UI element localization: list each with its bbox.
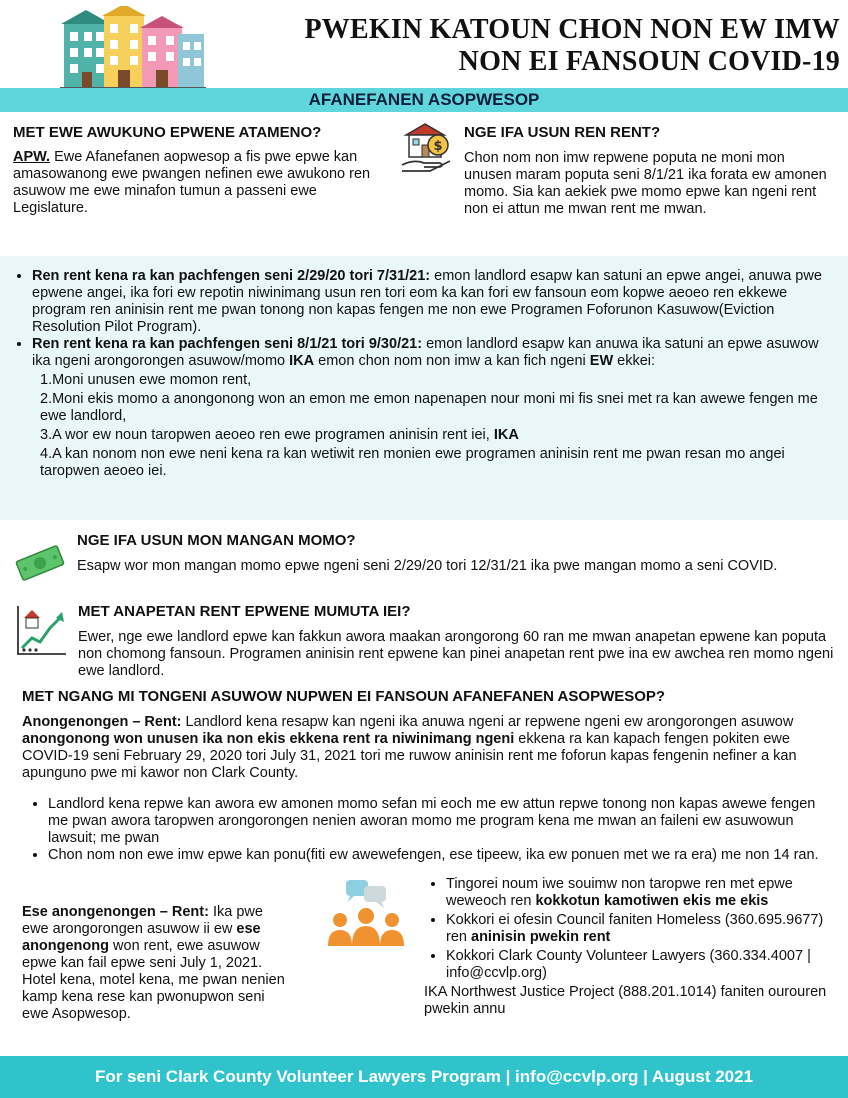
- requirement-item-1: • Landlord kena repwe kan awora ew amonen momo sefan mi eoch me ew attun repwe tonong non kapas awewe fengen me pwan awora taropwen arongorongen nenien aworan momo me program kena me mwan an faileni ew asuwowun lawsuit; me pwan: [48, 796, 832, 847]
- page-title: [220, 14, 840, 78]
- rent-increase-chart-icon: [14, 604, 68, 658]
- help-item-1: [446, 876, 834, 910]
- non-rent-label: Ese anongenongen – Rent:: [22, 904, 209, 920]
- rule-item-1: [32, 268, 830, 336]
- nonpayment-emphasis: anongonong won unusen ika non ekis ekkena rent ra niwinimang ngeni: [22, 731, 515, 747]
- condition-1: 1.Moni unusen ewe momon rent,: [40, 372, 252, 388]
- people-chat-icon: [326, 878, 406, 952]
- late-fee-heading: NGE IFA USUN MON MANGAN MOMO?: [77, 532, 356, 549]
- intro-right-heading: NGE IFA USUN REN RENT?: [464, 124, 661, 141]
- requirements-list: [26, 796, 832, 864]
- late-fee-section: [77, 532, 837, 575]
- rent-money-house-icon: [400, 121, 454, 173]
- rule-2-text-b: emon chon nom non imw a kan fich ngeni: [314, 353, 590, 369]
- rent-increase-section: [78, 603, 838, 680]
- section-band: [0, 88, 848, 112]
- rule-2-period: Ren rent kena ra kan pachfengen seni 8/1/21 tori 9/30/21:: [32, 336, 423, 352]
- non-rent-emphasis: ese anongenong: [22, 921, 261, 954]
- apw-label: APW.: [13, 149, 51, 165]
- nonpayment-text-1: Landlord kena resapw kan ngeni ika anuwa ngeni ar repwene ngeni ew arongorongen asuwow: [181, 714, 794, 730]
- condition-3: [40, 427, 830, 444]
- nonpayment-label: Anongenongen – Rent:: [22, 714, 182, 730]
- help-2-text: Kokkori ei ofesin Council faniten Homeless (360.695.9677) ren: [446, 912, 824, 945]
- rent-increase-text: Ewer, nge ewe landlord epwe kan fakkun awora maakan arongorong 60 ran me mwan anapetan epwene kan poputa non chomong fansoun. Programen aninisin rent epwene kan pinei anapetan rent pwe ina ew awchea ren momo ngeni ewe landlord.: [78, 629, 834, 679]
- nonpayment-text-2: ekkena ra kan kapach fengen pokiten ewe COVID-19 seni February 29, 2020 tori July 31, 2021 tori me ruwow aninisin rent me foforun kapas fengenin nefiner a kan apunguno pwe mi kawor non Clark County.: [22, 731, 797, 781]
- after-moratorium-section: [22, 688, 834, 782]
- rule-2-ika: IKA: [289, 353, 315, 369]
- condition-3-ika: IKA: [493, 427, 519, 443]
- after-moratorium-paragraph: [22, 714, 834, 782]
- rent-increase-heading: MET ANAPETAN RENT EPWENE MUMUTA IEI?: [78, 603, 411, 620]
- intro-left-paragraph: [13, 149, 391, 217]
- non-rent-text-1: Ika pwe ewe arongorongen asuwow ii ew: [22, 904, 263, 937]
- help-resources: [424, 876, 834, 1018]
- condition-4: 4.A kan nonom non ewe neni kena ra kan wetiwit ren monien ewe programen aninisin rent me pwan resan mo angei taropwen aeoeo iei.: [40, 446, 785, 479]
- title-line-1: PWEKIN KATOUN CHON NON EW IMW: [304, 14, 840, 45]
- help-2-emphasis: aninisin pwekin rent: [471, 929, 611, 945]
- rent-rules-section: [0, 256, 848, 520]
- rule-1-text: emon landlord esapw kan satuni an epwe angei, anuwa pwe epwene angei, ika fori ew repotin niwinimang usun ren tori eom ka kan fori ew fansoun eom kopwe aeoeo ren ekkewe program ren aninisin rent me pwan tonong non kapas fengen me non ewe Programen Foforunon Kasuwow(Eviction Resolution Pilot Program).: [32, 268, 822, 335]
- rule-2-text-c: ekkei:: [613, 353, 656, 369]
- intro-right-paragraph: Chon nom non imw repwene poputa ne moni mon unusen maram poputa seni 8/1/21 ika forata ew amonen momo. Sia kan aekiek pwe momo epwe kan ngeni rent non ei attun me mwan rent me mwan.: [464, 150, 827, 217]
- money-bill-icon: [14, 544, 66, 582]
- footer-text: For seni Clark County Volunteer Lawyers Program | info@ccvlp.org | August 2021: [94, 1067, 754, 1086]
- help-1-emphasis: kokkotun kamotiwen ekis me ekis: [535, 893, 769, 909]
- after-moratorium-heading: MET NGANG MI TONGENI ASUWOW NUPWEN EI FANSOUN AFANEFANEN ASOPWESOP?: [22, 688, 666, 705]
- help-item-3: • Kokkori Clark County Volunteer Lawyers (360.334.4007 | info@ccvlp.org): [446, 948, 834, 982]
- title-line-2: NON EI FANSOUN COVID-19: [458, 46, 840, 77]
- help-tail: IKA Northwest Justice Project (888.201.1014) faniten ourouren pwekin annu: [424, 984, 827, 1017]
- late-fee-text: Esapw wor mon mangan momo epwe ngeni seni 2/29/20 tori 12/31/21 ika pwe mangan momo a seni COVID.: [77, 558, 778, 574]
- rule-2-ew: EW: [589, 353, 614, 369]
- rule-1-period: Ren rent kena ra kan pachfengen seni 2/29/20 tori 7/31/21:: [32, 268, 431, 284]
- intro-left-text: Ewe Afanefanen aopwesop a fis pwe epwe kan amasowanong ewe pwangen nefinen ewe awukono ren asuwow me ewe minafon tumun a passeni ewe Legislature.: [13, 149, 371, 216]
- help-item-2: [446, 912, 834, 946]
- band-title: AFANEFANEN ASOPWESOP: [308, 90, 540, 109]
- requirement-item-2: • Chon nom non ewe imw epwe kan ponu(fiti ew awewefengen, ese tipeew, ika ew ponuen met we ra era) me non 14 ran.: [48, 847, 832, 864]
- non-rent-paragraph: [22, 904, 292, 1023]
- intro-left: [13, 124, 391, 217]
- condition-3-text: 3.A wor ew noun taropwen aeoeo ren ewe programen aninisin rent iei,: [40, 427, 494, 443]
- intro-right: [464, 124, 834, 218]
- rule-item-2: [32, 336, 830, 370]
- rule-2-text-a: emon landlord esapw kan anuwa ika satuni an epwe asuwow ika ngeni arongorongen asuwow/momo: [32, 336, 819, 369]
- intro-left-heading: MET EWE AWUKUNO EPWENE ATAMENO?: [13, 124, 322, 141]
- non-rent-text-2: won rent, ewe asuwow epwe kan fail epwe seni July 1, 2021. Hotel kena, motel kena, me pwan nenien kamp kena rese kan pwonupwon seni ewe Asopwesop.: [22, 938, 285, 1022]
- houses-illustration: [58, 6, 208, 90]
- footer-band: [0, 1056, 848, 1098]
- condition-2: 2.Moni ekis momo a anongonong won an emon me emon napenapen nour moni mi fis snei met ra kan awewe fengen me ewe landlord,: [40, 391, 818, 424]
- svg-text:$: $: [433, 139, 443, 154]
- help-1-text: Tingorei noum iwe souimw non taropwe ren met epwe weweoch ren: [446, 876, 793, 909]
